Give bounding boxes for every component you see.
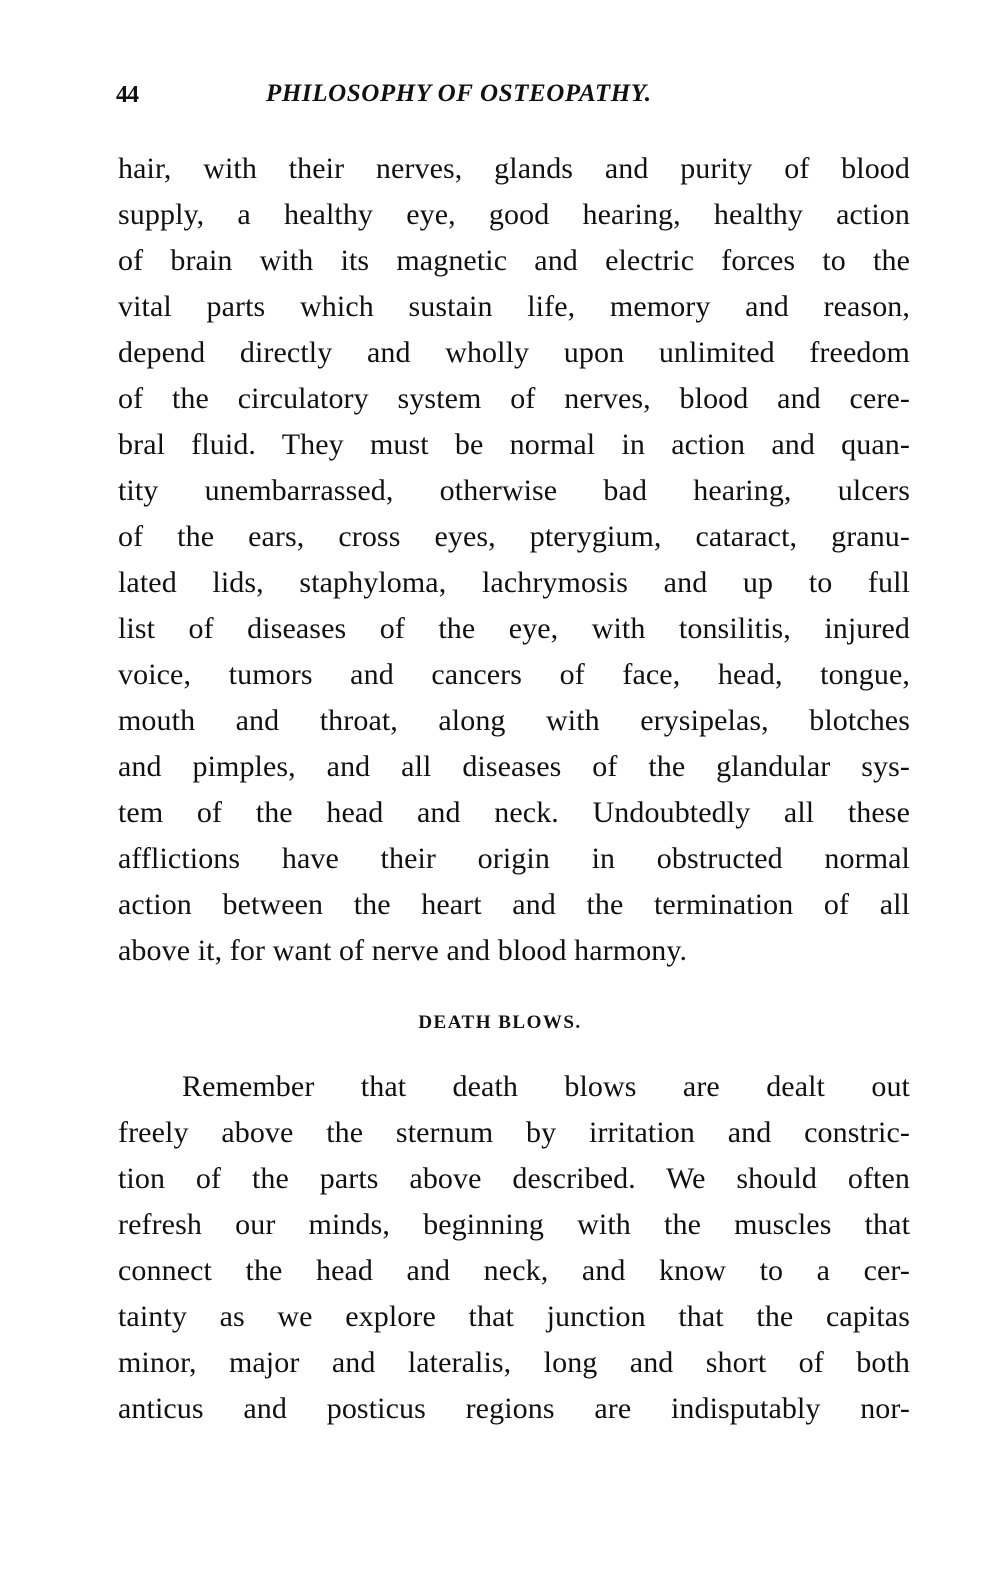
text-line: tion of the parts above described. We should often: [118, 1162, 910, 1195]
text-line: depend directly and wholly upon unlimited freedom: [118, 336, 910, 369]
text-line: action between the heart and the termination of all: [118, 888, 910, 921]
paragraph-1: [118, 146, 910, 974]
text-line: mouth and throat, along with erysipelas, blotches: [118, 704, 910, 737]
text-line: minor, major and lateralis, long and short of both: [118, 1346, 910, 1379]
section-heading: DEATH BLOWS.: [418, 1012, 582, 1033]
text-line: vital parts which sustain life, memory and reason,: [118, 290, 910, 323]
running-head: [116, 82, 906, 122]
text-line: tity unembarrassed, otherwise bad hearing, ulcers: [118, 474, 910, 507]
text-line: list of diseases of the eye, with tonsilitis, injured: [118, 612, 910, 645]
paragraph-2: [118, 1064, 910, 1432]
text-line: of the ears, cross eyes, pterygium, cataract, granu-: [118, 520, 910, 553]
running-title: PHILOSOPHY OF OSTEOPATHY.: [266, 80, 652, 107]
text-line: of brain with its magnetic and electric forces to the: [118, 244, 910, 277]
text-line: and pimples, and all diseases of the glandular sys-: [118, 750, 910, 783]
text-line: bral fluid. They must be normal in action and quan-: [118, 428, 910, 461]
page-number: 44: [116, 82, 138, 108]
text-line: lated lids, staphyloma, lachrymosis and up to full: [118, 566, 910, 599]
text-line: hair, with their nerves, glands and purity of blood: [118, 152, 910, 185]
text-line: supply, a healthy eye, good hearing, healthy action: [118, 198, 910, 231]
text-line: anticus and posticus regions are indisputably nor-: [118, 1392, 910, 1425]
text-line: of the circulatory system of nerves, blood and cere-: [118, 382, 910, 415]
text-line: above it, for want of nerve and blood harmony.: [118, 934, 688, 967]
text-line: tem of the head and neck. Undoubtedly all these: [118, 796, 910, 829]
text-line: connect the head and neck, and know to a cer-: [118, 1254, 910, 1287]
text-line: tainty as we explore that junction that the capitas: [118, 1300, 910, 1333]
text-line: refresh our minds, beginning with the muscles that: [118, 1208, 910, 1241]
text-line: Remember that death blows are dealt out: [182, 1070, 910, 1103]
text-line: afflictions have their origin in obstructed normal: [118, 842, 910, 875]
text-line: freely above the sternum by irritation and constric-: [118, 1116, 910, 1149]
text-line: voice, tumors and cancers of face, head, tongue,: [118, 658, 910, 691]
